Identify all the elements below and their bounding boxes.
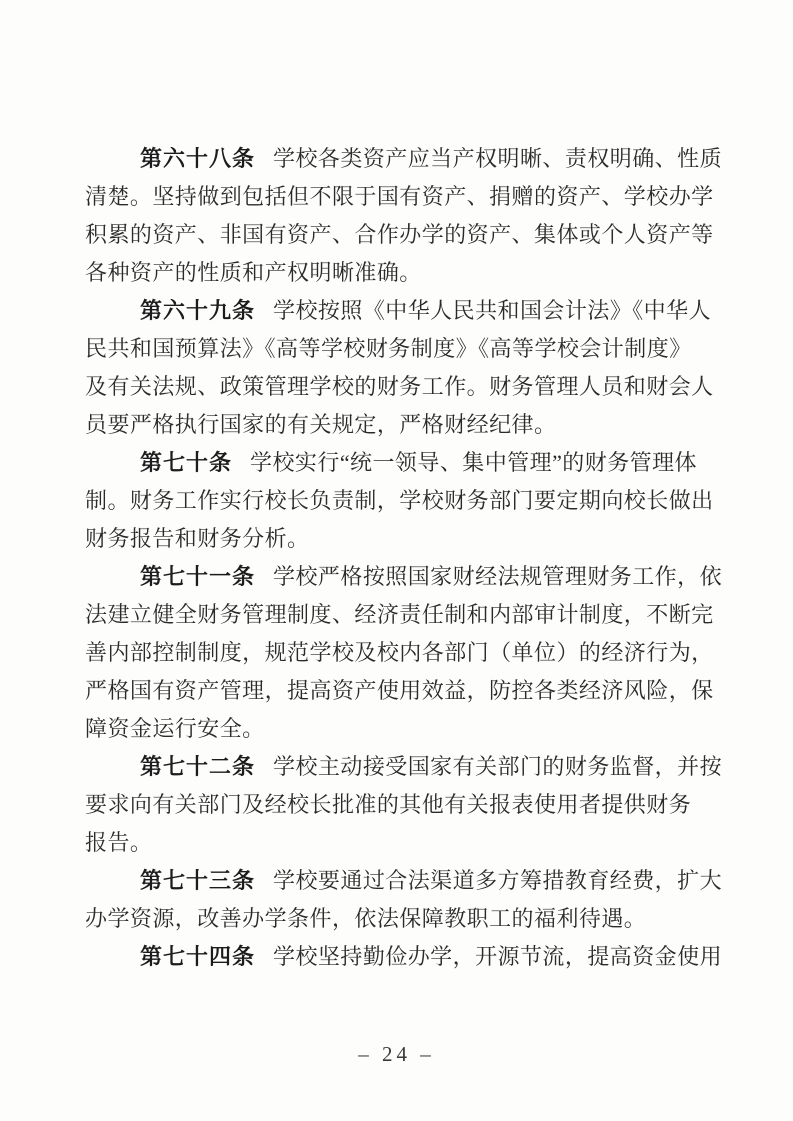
first-line-text: 学校主动接受国家有关部门的财务监督，并按 <box>273 754 723 779</box>
first-line-text: 学校坚持勤俭办学，开源节流，提高资金使用 <box>273 944 723 969</box>
text-line: 善内部控制制度，规范学校及校内各部门（单位）的经济行为， <box>85 640 714 665</box>
text-line: 障资金运行安全。 <box>85 716 265 741</box>
text-line: 员要严格执行国家的有关规定，严格财经纪律。 <box>85 412 557 437</box>
text-line: 财务报告和财务分析。 <box>85 526 310 551</box>
text-line: 积累的资产、非国有资产、合作办学的资产、集体或个人资产等 <box>85 222 714 247</box>
text-line <box>85 444 717 482</box>
text-line: 要求向有关部门及经校长批准的其他有关报表使用者提供财务 <box>85 792 692 817</box>
text-line <box>85 558 723 596</box>
text-line: 办学资源，改善办学条件，依法保障教职工的福利待遇。 <box>85 906 647 931</box>
text-line <box>85 140 723 178</box>
document-body <box>85 140 723 976</box>
text-line: 及有关法规、政策管理学校的财务工作。财务管理人员和财会人 <box>85 374 714 399</box>
first-line-text: 学校各类资产应当产权明晰、责权明确、性质 <box>273 146 723 171</box>
text-line: 清楚。坚持做到包括但不限于国有资产、捐赠的资产、学校办学 <box>85 184 714 209</box>
article-number: 第七十一条 <box>140 564 256 589</box>
paragraph <box>85 748 723 862</box>
article-number: 第六十九条 <box>140 298 256 323</box>
text-line <box>85 938 723 976</box>
paragraph <box>85 292 717 444</box>
text-line: 报告。 <box>85 830 153 855</box>
text-line: 制。财务工作实行校长负责制，学校财务部门要定期向校长做出 <box>85 488 714 513</box>
article-number: 第六十八条 <box>140 146 256 171</box>
article-number: 第七十二条 <box>140 754 256 779</box>
paragraph <box>85 862 723 938</box>
text-line: 民共和国预算法》《高等学校财务制度》《高等学校会计制度》 <box>85 336 692 361</box>
article-number: 第七十条 <box>140 450 233 475</box>
text-line: 严格国有资产管理，提高资产使用效益，防控各类经济风险，保 <box>85 678 714 703</box>
text-line <box>85 748 723 786</box>
page-number: – 24 – <box>358 1042 435 1066</box>
first-line-text: 学校实行“统一领导、集中管理”的财务管理体 <box>250 450 697 475</box>
first-line-text: 学校严格按照国家财经法规管理财务工作，依 <box>273 564 723 589</box>
text-line <box>85 292 717 330</box>
article-number: 第七十三条 <box>140 868 256 893</box>
text-line: 法建立健全财务管理制度、经济责任制和内部审计制度，不断完 <box>85 602 714 627</box>
paragraph <box>85 444 717 558</box>
paragraph <box>85 558 723 748</box>
first-line-text: 学校要通过合法渠道多方筹措教育经费，扩大 <box>273 868 723 893</box>
text-line <box>85 862 723 900</box>
article-number: 第七十四条 <box>140 944 256 969</box>
paragraph <box>85 938 723 976</box>
first-line-text: 学校按照《中华人民共和国会计法》《中华人 <box>273 298 712 323</box>
text-line: 各种资产的性质和产权明晰准确。 <box>85 260 422 285</box>
paragraph <box>85 140 723 292</box>
